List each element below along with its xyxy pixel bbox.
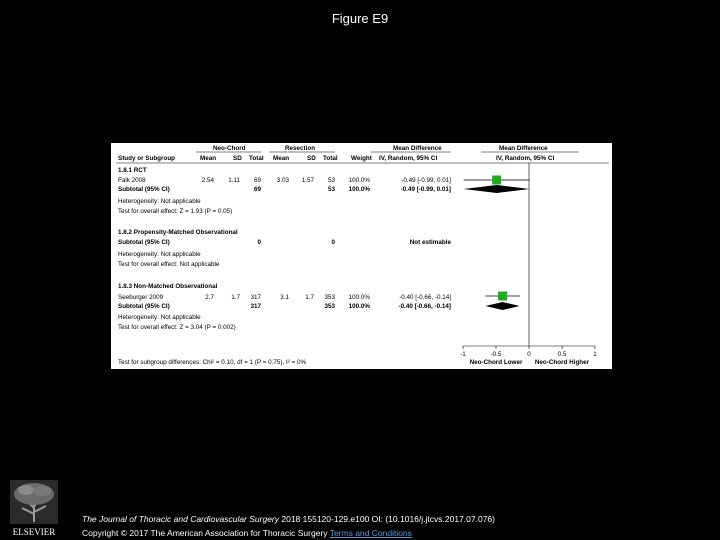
subtotal-diamond-0 — [464, 185, 530, 193]
x-tick-label-1: -0.5 — [490, 351, 502, 358]
subtotal-nonmatched-res: 353 — [324, 303, 335, 310]
subtotal-rct-neo: 69 — [253, 186, 261, 193]
subgroup-psm-title: 1.8.2 Propensity-Matched Observational — [118, 229, 238, 236]
col-mean-neo: Mean — [200, 155, 217, 162]
x-tick-label-0: -1 — [460, 351, 466, 358]
forest-plot — [111, 143, 612, 369]
subtotal-psm-label: Subtotal (95% CI) — [118, 239, 170, 246]
header-group-md: Mean Difference — [393, 145, 442, 152]
subgroup-nonmatched-title: 1.8.3 Non-Matched Observational — [118, 283, 218, 290]
subtotal-psm-ci: Not estimable — [409, 239, 451, 246]
subtotal-rct-weight: 100.0% — [348, 186, 370, 193]
logo-tree-leaves — [18, 485, 34, 495]
subgroup-differences-test: Test for subgroup differences: Chi² = 0.10, df = 1 (P = 0.75), I² = 0% — [118, 359, 307, 366]
nonmatched-overall-effect: Test for overall effect: Z = 3.04 (P = 0.002) — [118, 324, 236, 331]
axis-label-left: Neo-Chord Lower — [469, 359, 523, 366]
subtotal-nonmatched-weight: 100.0% — [348, 303, 370, 310]
psm-overall-effect: Test for overall effect: Not applicable — [118, 261, 220, 268]
logo-tree-leaves-right — [33, 486, 51, 496]
rct-overall-effect: Test for overall effect: Z = 1.93 (P = 0.05) — [118, 208, 233, 215]
study-falk-name: Falk 2008 — [118, 177, 146, 184]
study-falk-total-res: 53 — [327, 177, 335, 184]
study-seeburger-mean-neo: 2.7 — [205, 294, 214, 301]
col-total-neo: Total — [249, 155, 264, 162]
header-group-md-plot: Mean Difference — [499, 145, 548, 152]
x-tick-label-2: 0 — [527, 351, 531, 358]
header-group-neo: Neo-Chord — [213, 145, 246, 152]
study-falk-mean-neo: 2.54 — [201, 177, 214, 184]
col-total-res: Total — [323, 155, 338, 162]
study-seeburger-sd-neo: 1.7 — [231, 294, 240, 301]
col-md-method: IV, Random, 95% CI — [379, 155, 438, 162]
study-falk-sd-neo: 1.11 — [228, 177, 240, 184]
col-weight: Weight — [351, 155, 372, 162]
study-falk-ci: -0.49 [-0.99, 0.01] — [401, 177, 451, 184]
subtotal-rct-res: 53 — [327, 186, 335, 193]
forest-marks — [460, 163, 597, 366]
elsevier-logo — [6, 478, 66, 538]
citation-journal: The Journal of Thoracic and Cardiovascular Surgery — [82, 514, 280, 524]
figure-title: Figure E9 — [331, 11, 389, 26]
subtotal-rct-ci: -0.49 [-0.99, 0.01] — [400, 186, 451, 193]
study-seeburger-weight: 100.0% — [348, 294, 370, 301]
study-falk-sd-res: 1.57 — [301, 177, 314, 184]
x-tick-label-3: 0.5 — [557, 351, 567, 358]
study-falk-total-neo: 69 — [253, 177, 261, 184]
logo-wordmark: ELSEVIER — [12, 527, 56, 537]
terms-link[interactable]: Terms and Conditions — [329, 528, 412, 538]
study-seeburger-name: Seeburger 2009 — [118, 294, 164, 301]
col-sd-neo: SD — [233, 155, 242, 162]
col-sd-res: SD — [307, 155, 316, 162]
study-point-1 — [498, 292, 507, 301]
study-seeburger-total-neo: 317 — [250, 294, 261, 301]
col-md-plot-method: IV, Random, 95% CI — [496, 155, 555, 162]
copyright — [82, 528, 412, 538]
subtotal-diamond-1 — [485, 302, 519, 310]
forest-plot-svg — [111, 143, 612, 369]
study-seeburger-ci: -0.40 [-0.66, -0.14] — [399, 294, 451, 301]
x-tick-label-4: 1 — [593, 351, 597, 358]
subtotal-nonmatched-ci: -0.40 [-0.66, -0.14] — [398, 303, 451, 310]
citation-details: 2018 155120-129.e100 OI: (10.1016/j.jtcvs.2017.07.076) — [279, 514, 495, 524]
subgroup-rct-title: 1.8.1 RCT — [118, 167, 147, 174]
study-seeburger-total-res: 353 — [324, 294, 335, 301]
psm-heterogeneity: Heterogeneity: Not applicable — [118, 251, 201, 258]
rct-heterogeneity: Heterogeneity: Not applicable — [118, 198, 201, 205]
header-group-res: Resection — [285, 145, 316, 152]
study-seeburger-sd-res: 1.7 — [305, 294, 314, 301]
study-falk-weight: 100.0% — [348, 177, 370, 184]
subtotal-psm-neo: 0 — [257, 239, 261, 246]
subtotal-nonmatched-label: Subtotal (95% CI) — [118, 303, 170, 310]
study-point-0 — [492, 176, 501, 185]
study-falk-mean-res: 3.03 — [276, 177, 289, 184]
study-seeburger-mean-res: 3.1 — [280, 294, 289, 301]
subtotal-psm-res: 0 — [331, 239, 335, 246]
subtotal-nonmatched-neo: 317 — [250, 303, 261, 310]
axis-label-right: Neo-Chord Higher — [534, 359, 590, 366]
col-study: Study or Subgroup — [118, 155, 176, 162]
nonmatched-heterogeneity: Heterogeneity: Not applicable — [118, 314, 201, 321]
copyright-text: Copyright © 2017 The American Association for Thoracic Surgery — [82, 528, 330, 538]
subtotal-rct-label: Subtotal (95% CI) — [118, 186, 170, 193]
col-mean-res: Mean — [273, 155, 290, 162]
citation — [82, 514, 495, 524]
